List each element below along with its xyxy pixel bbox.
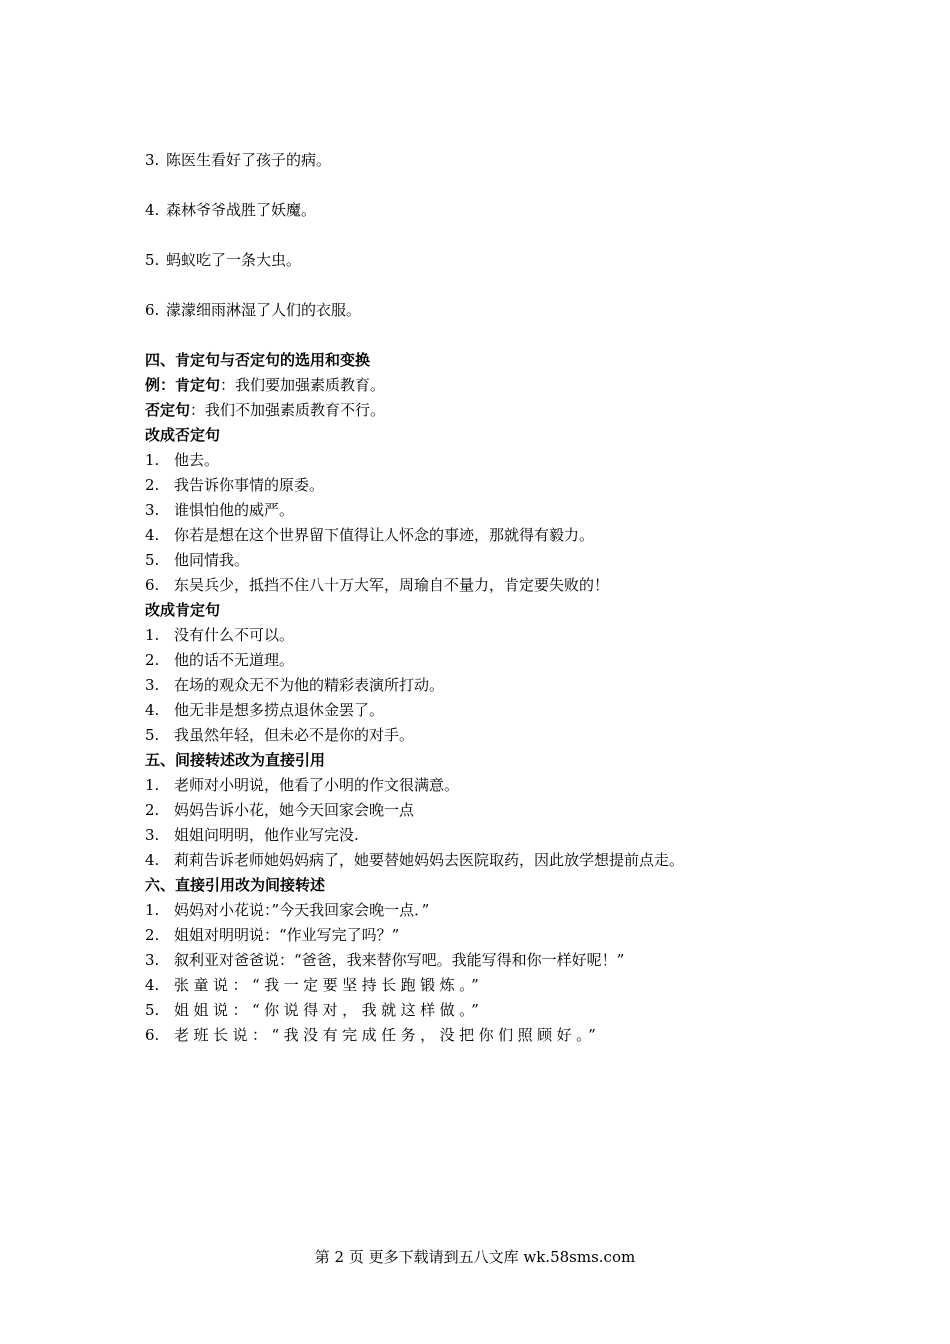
list-item: 4. 你若是想在这个世界留下值得让人怀念的事迹，那就得有毅力。 [145, 526, 595, 544]
list-item: 1. 老师对小明说，他看了小明的作文很满意。 [145, 776, 460, 794]
example-negative: 否定句：我们不加强素质教育不行。 [145, 401, 386, 419]
list-item: 2. 我告诉你事情的原委。 [145, 476, 325, 494]
list-item: 2. 姐姐对明明说：“作业写完了吗？” [145, 926, 400, 944]
list-item: 1. 妈妈对小花说：”今天我回家会晚一点．” [145, 901, 430, 919]
list-item: 6. 濛濛细雨淋湿了人们的衣服。 [145, 301, 362, 319]
list-item: 3. 在场的观众无不为他的精彩表演所打动。 [145, 676, 445, 694]
list-item: 1. 没有什么不可以。 [145, 626, 295, 644]
section-heading: 五、间接转述改为直接引用 [145, 751, 326, 769]
list-item: 6. 老班长说：“我没有完成任务，没把你们照顾好。” [145, 1026, 601, 1044]
subsection-heading: 改成否定句 [145, 426, 221, 444]
example-positive: 例：肯定句：我们要加强素质教育。 [145, 376, 386, 394]
list-item: 5. 他同情我。 [145, 551, 250, 569]
list-item: 3. 姐姐问明明，他作业写完没. [145, 826, 359, 844]
list-item: 5. 我虽然年轻，但未必不是你的对手。 [145, 726, 415, 744]
list-item: 5. 蚂蚁吃了一条大虫。 [145, 251, 302, 269]
section-heading: 六、直接引用改为间接转述 [145, 876, 326, 894]
list-item: 6. 东吴兵少，抵挡不住八十万大军，周瑜自不量力，肯定要失败的！ [145, 576, 610, 594]
list-item: 4. 张童说：“我一定要坚持长跑锻炼。” [145, 976, 484, 994]
list-item: 3. 叙利亚对爸爸说：“爸爸，我来替你写吧。我能写得和你一样好呢！” [145, 951, 625, 969]
list-item: 4. 莉莉告诉老师她妈妈病了，她要替她妈妈去医院取药，因此放学想提前点走。 [145, 851, 685, 869]
subsection-heading: 改成肯定句 [145, 601, 221, 619]
list-item: 5. 姐姐说：“你说得对，我就这样做。” [145, 1001, 484, 1019]
list-item: 3. 谁惧怕他的威严。 [145, 501, 295, 519]
list-item: 3. 陈医生看好了孩子的病。 [145, 151, 332, 169]
list-item: 1. 他去。 [145, 451, 220, 469]
list-item: 2. 他的话不无道理。 [145, 651, 295, 669]
list-item: 2. 妈妈告诉小花，她今天回家会晚一点 [145, 801, 415, 819]
list-item: 4. 他无非是想多捞点退休金罢了。 [145, 701, 385, 719]
page-footer: 第 2 页 更多下载请到五八文库 wk.58sms.com [314, 1248, 636, 1266]
section-heading: 四、肯定句与否定句的选用和变换 [145, 351, 371, 369]
list-item: 4. 森林爷爷战胜了妖魔。 [145, 201, 317, 219]
